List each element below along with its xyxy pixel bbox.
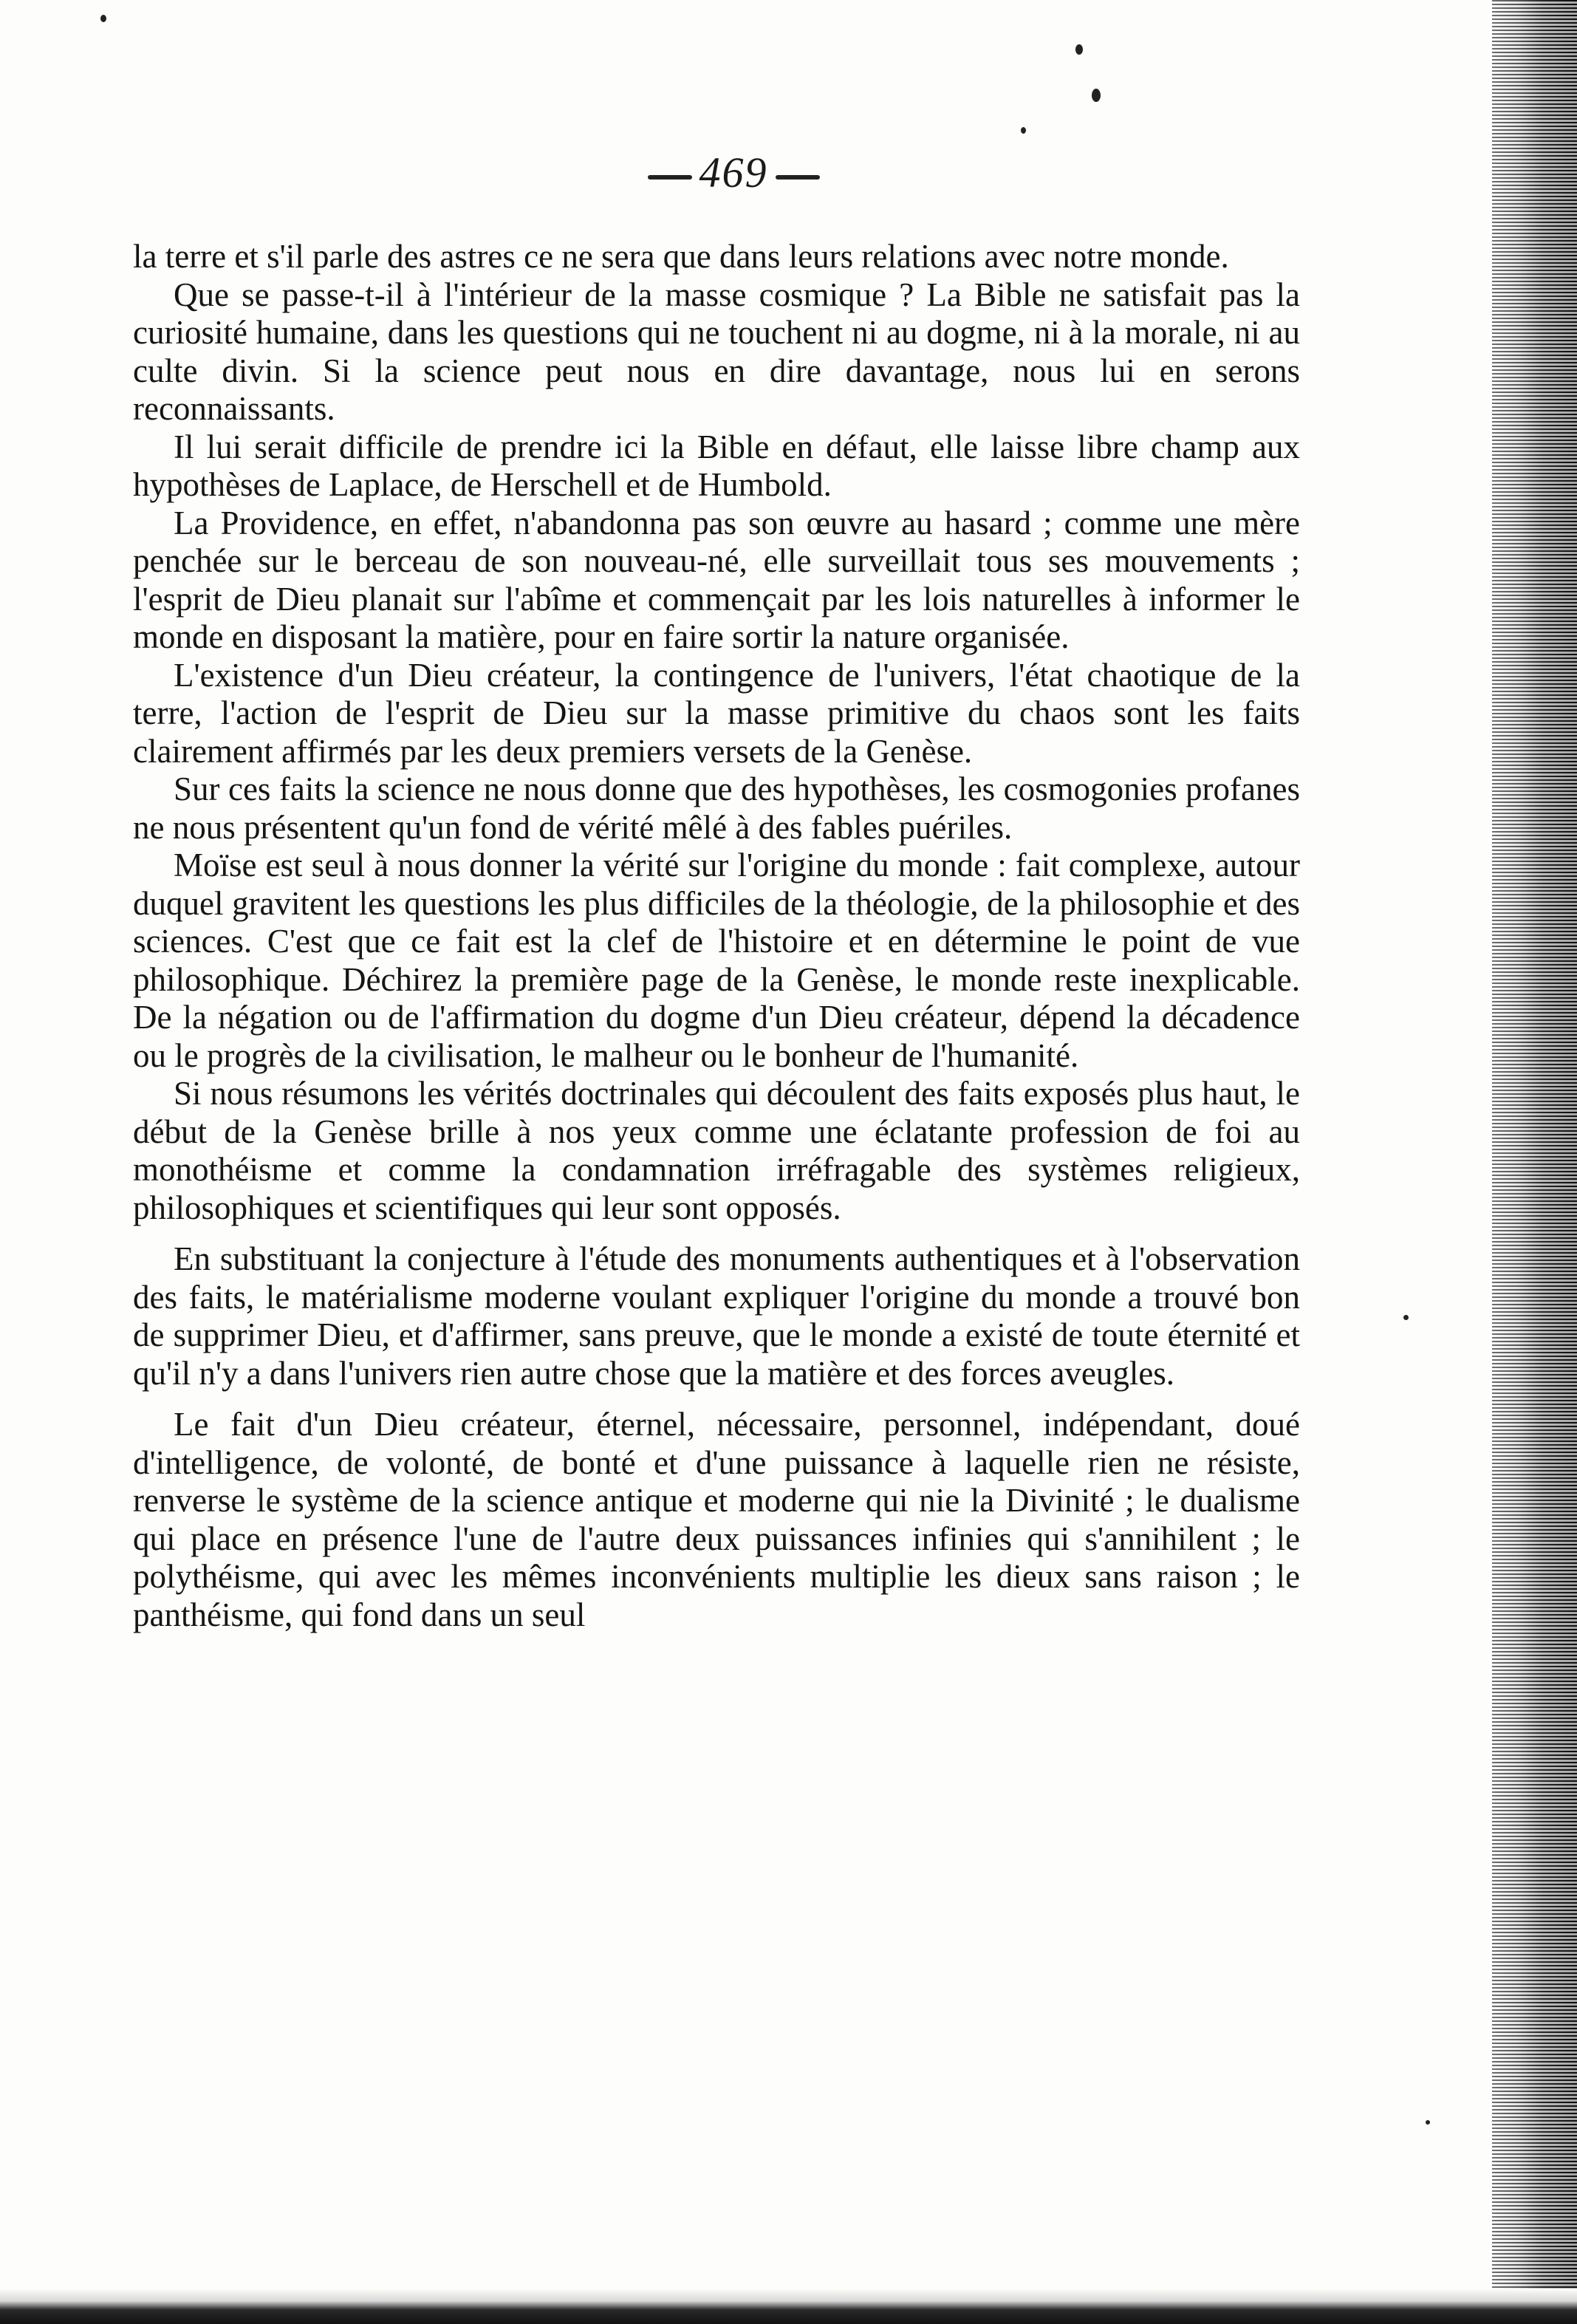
body-text: [133, 238, 1300, 1634]
page-number-dash-right: [776, 175, 820, 180]
paragraph: Si nous résumons les vérités doctrinales qui découlent des faits exposés plus haut, le début de la Genèse brille à nos yeux comme une éclatante profession de foi au monothéisme et comme la condamnation irréfragable des systèmes religieux, philosophiques et scientifiques qui leur sont opposés.: [133, 1075, 1300, 1226]
paragraph: Sur ces faits la science ne nous donne que des hypothèses, les cosmogonies profanes ne nous présentent qu'un fond de vérité mêlé à des fables puériles.: [133, 770, 1300, 846]
scan-speck: [1021, 127, 1026, 134]
scan-speck: [1092, 89, 1101, 102]
paragraph: En substituant la conjecture à l'étude des monuments authentiques et à l'observation des faits, le matérialisme moderne voulant expliquer l'origine du monde a trouvé bon de supprimer Dieu, et d'affirmer, sans preuve, que le monde a existé de toute éternité et qu'il n'y a dans l'univers rien autre chose que la matière et des forces aveugles.: [133, 1240, 1300, 1392]
paragraph: L'existence d'un Dieu créateur, la contingence de l'univers, l'état chaotique de la terre, l'action de l'esprit de Dieu sur la masse primitive du chaos sont les faits clairement affirmés par les deux premiers versets de la Genèse.: [133, 656, 1300, 770]
paragraph: La Providence, en effet, n'abandonna pas son œuvre au hasard ; comme une mère penchée sur le berceau de son nouveau-né, elle surveillait tous ses mouvements ; l'esprit de Dieu planait sur l'abîme et commençait par les lois naturelles à informer le monde en disposant la matière, pour en faire sortir la nature organisée.: [133, 504, 1300, 655]
page-number: [626, 148, 841, 197]
paragraph: Moïse est seul à nous donner la vérité sur l'origine du monde : fait complexe, autour duquel gravitent les questions les plus difficiles de la théologie, de la philosophie et des sciences. C'est que ce fait est la clef de l'histoire et en détermine le point de vue philosophique. Déchirez la première page de la Genèse, le monde reste inexplicable. De la négation ou de l'affirmation du dogme d'un Dieu créateur, dépend la décadence ou le progrès de la civilisation, le malheur ou le bonheur de l'humanité.: [133, 847, 1300, 1074]
page-bottom-edge: [0, 2289, 1577, 2324]
page-number-value: 469: [699, 148, 768, 196]
scan-speck: [1403, 1315, 1409, 1320]
page-number-dash-left: [648, 175, 692, 180]
paragraph: Le fait d'un Dieu créateur, éternel, nécessaire, personnel, indépendant, doué d'intelligence, de volonté, de bonté et d'une puissance à laquelle rien ne résiste, renverse le système de la science antique et moderne qui nie la Divinité ; le dualisme qui place en présence l'une de l'autre deux puissances infinies qui s'annihilent ; le polythéisme, qui avec les mêmes inconvénients multiplie les dieux sans raison ; le panthéisme, qui fond dans un seul: [133, 1406, 1300, 1633]
paragraph: Que se passe-t-il à l'intérieur de la masse cosmique ? La Bible ne satisfait pas la curiosité humaine, dans les questions qui ne touchent ni au dogme, ni à la morale, ni au culte divin. Si la science peut nous en dire davantage, nous lui en serons reconnaissants.: [133, 276, 1300, 427]
scan-speck: [1075, 44, 1083, 55]
book-binding-edge: [1492, 0, 1577, 2324]
scan-speck: [100, 15, 106, 22]
paragraph: Il lui serait difficile de prendre ici la Bible en défaut, elle laisse libre champ aux hypothèses de Laplace, de Herschell et de Humbold.: [133, 428, 1300, 503]
paragraph: la terre et s'il parle des astres ce ne sera que dans leurs relations avec notre monde.: [133, 238, 1229, 275]
scan-speck: [1426, 2120, 1430, 2125]
